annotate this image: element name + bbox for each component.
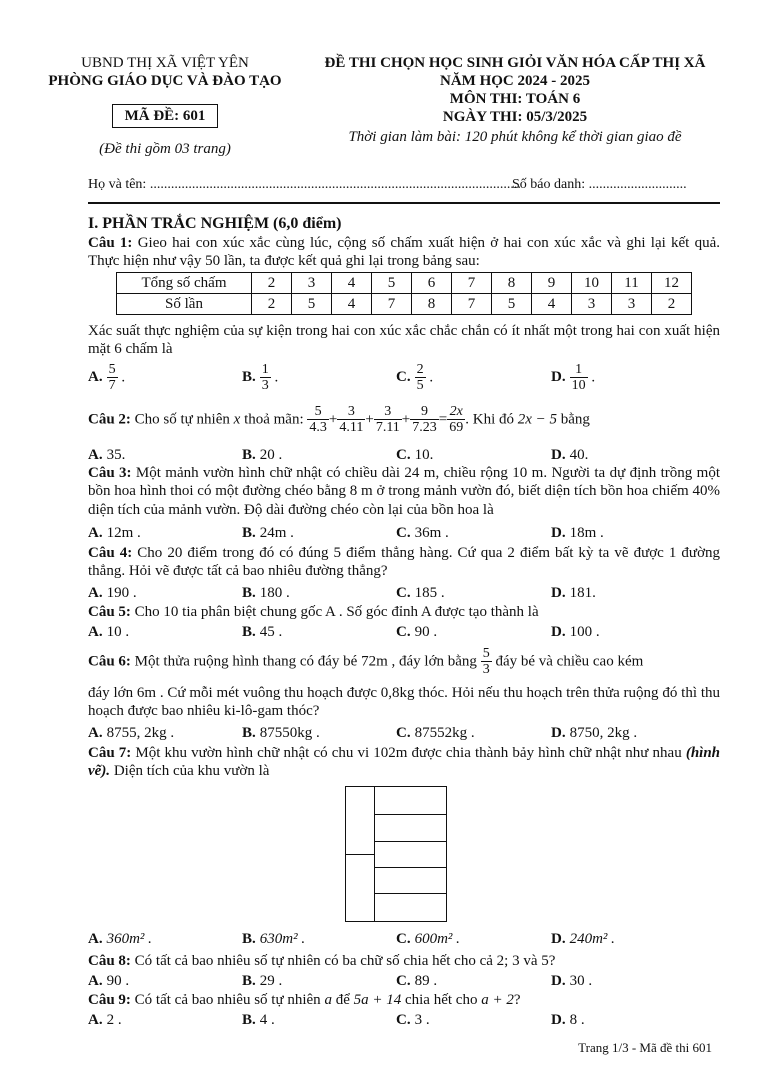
numerator: 5 (108, 362, 116, 377)
question-2: Câu 2: Cho số tự nhiên x thoả mãn: $\frac{5}{4.3}$ + $\frac{3}{4.11}$ + $\frac{3}{7.11}$ + $\frac{9}{7.23}$ = $\frac{2x}{69}$ . Khi đó 2x − 5 bằng (88, 404, 590, 436)
fraction (481, 646, 492, 678)
option-value: 190 . (106, 585, 137, 601)
option-value: 10. (414, 447, 434, 463)
q2-option-b[interactable] (242, 446, 282, 464)
q8-text: Có tất cả bao nhiêu số tự nhiên có ba chữ số chia hết cho cả 2; 3 và 5? (134, 953, 556, 969)
q7-label: Câu 7: (88, 745, 132, 761)
numerator: 1 (570, 362, 588, 378)
table-cell: 4 (332, 294, 372, 315)
q6-option-b[interactable] (242, 724, 320, 742)
table-cell: 2 (252, 273, 292, 294)
q7-option-d[interactable] (551, 930, 615, 948)
figure-line (374, 814, 446, 815)
q4-text: Cho 20 điểm trong đó có đúng 5 điểm thẳng hàng. Cứ qua 2 điểm bất kỳ ta vẽ được 1 đường thẳng. Hỏi vẽ được tất cả bao nhiêu đường thẳng? (88, 545, 720, 580)
fraction (410, 404, 439, 436)
option-value: 4 . (259, 1012, 275, 1028)
school-year: NĂM HỌC 2024 - 2025 (440, 73, 590, 89)
q8-option-b[interactable] (242, 972, 282, 990)
option-value: 600m² . (414, 931, 460, 947)
option-label: C. (396, 624, 411, 640)
q7-figure-ref: (hình vẽ). (88, 745, 721, 780)
option-label: D. (551, 447, 566, 463)
pages-note: (Đề thi gồm 03 trang) (99, 141, 231, 157)
question-3 (88, 464, 720, 519)
denominator: 4.11 (339, 420, 364, 436)
option-label: C. (396, 525, 411, 541)
option-label: C. (396, 973, 411, 989)
question-8 (88, 952, 720, 970)
table-cell: 6 (412, 273, 452, 294)
exam-date: NGÀY THI: 05/3/2025 (442, 109, 588, 125)
option-value: 89 . (414, 973, 438, 989)
figure-line (374, 893, 446, 894)
fraction (107, 362, 118, 394)
option-label: A. (88, 973, 103, 989)
q9-option-d[interactable] (551, 1011, 585, 1029)
q2-var: x (233, 411, 241, 428)
q1-option-a[interactable]: A. $\frac{5}{7}$ . (88, 362, 126, 394)
q3-label: Câu 3: (88, 465, 132, 481)
divider (88, 202, 720, 204)
figure-line (374, 787, 375, 921)
fraction (570, 362, 588, 394)
q4-option-a[interactable] (88, 584, 137, 602)
q9-label: Câu 9: (88, 992, 131, 1008)
table-head: Số lần (117, 294, 252, 315)
q9-var: a (324, 992, 332, 1008)
option-value: 8 . (569, 1012, 585, 1028)
option-value: 8750, 2kg . (569, 725, 638, 741)
q9-option-a[interactable] (88, 1011, 122, 1029)
table-cell: 10 (572, 273, 612, 294)
denominator: 7.23 (412, 420, 437, 436)
q6-option-d[interactable] (551, 724, 637, 742)
q2-label: Câu 2: (88, 411, 131, 428)
option-label: D. (551, 369, 566, 386)
numerator: 9 (410, 404, 439, 420)
q3-option-a[interactable] (88, 524, 141, 542)
option-label: B. (242, 931, 256, 947)
q7-figure (345, 786, 447, 922)
option-value: 18m . (569, 525, 604, 541)
q6-text: Một thửa ruộng hình thang có đáy bé 72m , đáy lớn bằng (134, 653, 477, 670)
option-label: A. (88, 931, 103, 947)
exam-code-wrap (40, 104, 290, 128)
table-cell: 3 (612, 294, 652, 315)
option-value: 100 . (569, 624, 600, 640)
table-cell: 2 (252, 294, 292, 315)
q2-expr: 2x − 5 (517, 411, 558, 428)
option-value: 87550kg . (259, 725, 320, 741)
q9-text: để (335, 992, 350, 1008)
option-label: B. (242, 1012, 256, 1028)
option-value: 29 . (259, 973, 283, 989)
q2-option-d[interactable] (551, 446, 588, 464)
table-cell: 5 (292, 294, 332, 315)
q3-option-c[interactable] (396, 524, 449, 542)
fraction (307, 404, 329, 436)
option-label: C. (396, 585, 411, 601)
option-label: B. (242, 369, 256, 386)
q1-after: Xác suất thực nghiệm của sự kiện trong hai con xúc xắc chắc chắn có ít nhất một trong hai con xuất hiện mặt 6 chấm là (88, 323, 720, 358)
denominator: 7 (108, 378, 116, 394)
figure-line (346, 854, 374, 855)
option-label: B. (242, 447, 256, 463)
table-cell: 3 (572, 294, 612, 315)
table-cell: 9 (532, 273, 572, 294)
denominator: 5 (416, 378, 424, 394)
option-label: D. (551, 585, 566, 601)
numerator: 2x (447, 404, 465, 420)
q9-text: Có tất cả bao nhiêu số tự nhiên (134, 992, 321, 1008)
q4-option-d[interactable] (551, 584, 596, 602)
q9-text: ? (513, 992, 521, 1008)
q8-option-c[interactable] (396, 972, 437, 990)
option-label: A. (88, 624, 103, 640)
option-label: C. (396, 369, 411, 386)
table-cell: 4 (532, 294, 572, 315)
denominator: 3 (482, 662, 490, 678)
option-label: D. (551, 1012, 566, 1028)
option-value: 35. (106, 447, 126, 463)
q5-option-a[interactable] (88, 623, 129, 641)
option-value: 3 . (414, 1012, 430, 1028)
option-value: 180 . (259, 585, 290, 601)
option-label: A. (88, 447, 103, 463)
q7-text: Diện tích của khu vườn là (113, 763, 270, 780)
table-cell: 7 (372, 294, 412, 315)
option-value: 90 . (106, 973, 130, 989)
denominator: 7.11 (375, 420, 400, 436)
option-label: D. (551, 973, 566, 989)
org-line1: UBND THỊ XÃ VIỆT YÊN (81, 55, 249, 71)
q5-option-c[interactable] (396, 623, 437, 641)
q1-option-d[interactable]: D. $\frac{1}{10}$ . (551, 362, 596, 394)
table-cell: 5 (372, 273, 412, 294)
option-label: A. (88, 369, 103, 386)
fraction (415, 362, 426, 394)
numerator: 5 (307, 404, 329, 420)
q5-option-d[interactable] (551, 623, 600, 641)
q3-option-d[interactable] (551, 524, 604, 542)
subject: MÔN THI: TOÁN 6 (449, 91, 581, 107)
question-6 (88, 646, 643, 678)
fraction (374, 404, 402, 436)
option-label: C. (396, 447, 411, 463)
figure-line (374, 841, 446, 842)
option-value: 24m . (259, 525, 294, 541)
q6-cont: đáy lớn 6m . Cứ mỗi mét vuông thu hoạch được 0,8kg thóc. Hỏi nếu thu hoạch trên thửa ruộng đó thì thu hoạch được bao nhiêu ki-lô-gam thóc? (88, 685, 720, 720)
org-line2: PHÒNG GIÁO DỤC VÀ ĐÀO TẠO (48, 73, 282, 89)
q9-option-b[interactable] (242, 1011, 275, 1029)
q9-expr: 5a + 14 (353, 992, 402, 1008)
option-value: 10 . (106, 624, 130, 640)
q1-option-b[interactable]: B. $\frac{1}{3}$ . (242, 362, 279, 394)
exam-title: ĐỀ THI CHỌN HỌC SINH GIỎI VĂN HÓA CẤP THỊ XÃ (324, 55, 706, 71)
q2-option-a[interactable] (88, 446, 125, 464)
q8-option-d[interactable] (551, 972, 592, 990)
option-value: 2 . (106, 1012, 122, 1028)
option-label: D. (551, 725, 566, 741)
option-label: B. (242, 973, 256, 989)
option-value: 630m² . (259, 931, 306, 947)
option-label: D. (551, 931, 566, 947)
option-label: B. (242, 725, 256, 741)
table-cell: 4 (332, 273, 372, 294)
q9-text: chia hết cho (404, 992, 478, 1008)
name-line: Họ và tên: .......................................................................................................... (88, 177, 521, 192)
question-4 (88, 544, 720, 581)
option-value: 45 . (259, 624, 283, 640)
q4-option-b[interactable] (242, 584, 290, 602)
q5-option-b[interactable] (242, 623, 282, 641)
q7-option-c[interactable] (396, 930, 460, 948)
q6-text: đáy bé và chiều cao kém (495, 653, 644, 670)
q6-option-a[interactable] (88, 724, 174, 742)
section-title: I. PHẦN TRẮC NGHIỆM (6,0 điểm) (88, 215, 342, 232)
denominator: 69 (449, 420, 464, 436)
q1-option-c[interactable]: C. $\frac{2}{5}$ . (396, 362, 434, 394)
table-cell: 12 (652, 273, 692, 294)
fraction (337, 404, 365, 436)
figure-line (374, 867, 446, 868)
q7-option-a[interactable] (88, 930, 152, 948)
q4-option-c[interactable] (396, 584, 445, 602)
q2-text: . Khi đó (465, 411, 514, 428)
numerator: 5 (482, 646, 490, 661)
fraction (260, 362, 271, 394)
option-value: 181. (569, 585, 596, 601)
option-value: 40. (569, 447, 589, 463)
option-value: 30 . (569, 973, 593, 989)
question-7 (88, 744, 720, 781)
table-cell: 2 (652, 294, 692, 315)
option-label: C. (396, 1012, 411, 1028)
option-value: 240m² . (569, 931, 615, 947)
numerator: 2 (416, 362, 424, 377)
q2-option-c[interactable] (396, 446, 433, 464)
option-label: D. (551, 525, 566, 541)
numerator: 1 (261, 362, 269, 377)
option-label: A. (88, 1012, 103, 1028)
option-label: C. (396, 931, 411, 947)
option-value: 90 . (414, 624, 438, 640)
table-cell: 7 (452, 273, 492, 294)
option-value: 360m² . (106, 931, 152, 947)
option-label: A. (88, 525, 103, 541)
option-value: 87552kg . (414, 725, 475, 741)
q1-text: Gieo hai con xúc xắc cùng lúc, cộng số chấm xuất hiện ở hai con xúc xắc và ghi lại kết quả. Thực hiện như vậy 50 lần, ta được kết quả ghi lại trong bảng sau: (88, 235, 721, 270)
table-row (117, 273, 692, 294)
q1-table (116, 272, 692, 315)
numerator: 3 (374, 404, 402, 420)
option-label: B. (242, 525, 256, 541)
q8-label: Câu 8: (88, 953, 131, 969)
option-label: C. (396, 725, 411, 741)
candidate-number-line: Số báo danh: ............................ (512, 177, 687, 192)
option-label: B. (242, 585, 256, 601)
option-value: 185 . (414, 585, 445, 601)
table-cell: 5 (492, 294, 532, 315)
page-footer: Trang 1/3 - Mã đề thi 601 (578, 1040, 712, 1055)
denominator: 4.3 (309, 420, 327, 436)
q4-label: Câu 4: (88, 545, 133, 561)
option-label: A. (88, 585, 103, 601)
option-value: 20 . (259, 447, 283, 463)
q5-text: Cho 10 tia phân biệt chung gốc A . Số góc đỉnh A được tạo thành là (134, 604, 539, 620)
q3-option-b[interactable] (242, 524, 294, 542)
option-label: D. (551, 624, 566, 640)
q5-label: Câu 5: (88, 604, 131, 620)
question-9 (88, 991, 521, 1009)
numerator: 3 (337, 404, 365, 420)
option-value: 8755, 2kg . (106, 725, 175, 741)
denominator: 3 (261, 378, 269, 394)
q1-label: Câu 1: (88, 235, 133, 251)
question-5 (88, 603, 720, 621)
q6-label: Câu 6: (88, 653, 131, 670)
q7-option-b[interactable] (242, 930, 305, 948)
question-1 (88, 234, 720, 271)
q8-option-a[interactable] (88, 972, 129, 990)
time-note: Thời gian làm bài: 120 phút không kể thời gian giao đề (348, 129, 682, 145)
q9-option-c[interactable] (396, 1011, 430, 1029)
option-value: 12m . (106, 525, 141, 541)
exam-code: MÃ ĐỀ: 601 (112, 104, 219, 128)
fraction (447, 404, 465, 436)
table-row (117, 294, 692, 315)
table-cell: 7 (452, 294, 492, 315)
q7-text: Một khu vườn hình chữ nhật có chu vi 102m được chia thành bảy hình chữ nhật như nhau (135, 745, 682, 761)
table-cell: 8 (412, 294, 452, 315)
table-head: Tổng số chấm (117, 273, 252, 294)
table-cell: 3 (292, 273, 332, 294)
q6-option-c[interactable] (396, 724, 475, 742)
option-label: B. (242, 624, 256, 640)
q3-text: Một mảnh vườn hình chữ nhật có chiều dài 24 m, chiều rộng 10 m. Người ta dự định trồng một bồn hoa hình thoi có một đường chéo bằng 8 m ở trong mảnh vườn đó, biết diện tích bồn hoa chiếm 40% diện tích của mảnh vườn. Độ dài đường chéo còn lại của bồn hoa là (88, 465, 720, 518)
option-label: A. (88, 725, 103, 741)
q2-text: Cho số tự nhiên (134, 411, 230, 428)
q2-text: thoả mãn: (244, 411, 304, 428)
table-cell: 11 (612, 273, 652, 294)
table-cell: 8 (492, 273, 532, 294)
denominator: 10 (571, 378, 586, 394)
q9-expr: a + 2 (481, 992, 514, 1008)
option-value: 36m . (414, 525, 449, 541)
q2-text: bằng (560, 411, 590, 428)
